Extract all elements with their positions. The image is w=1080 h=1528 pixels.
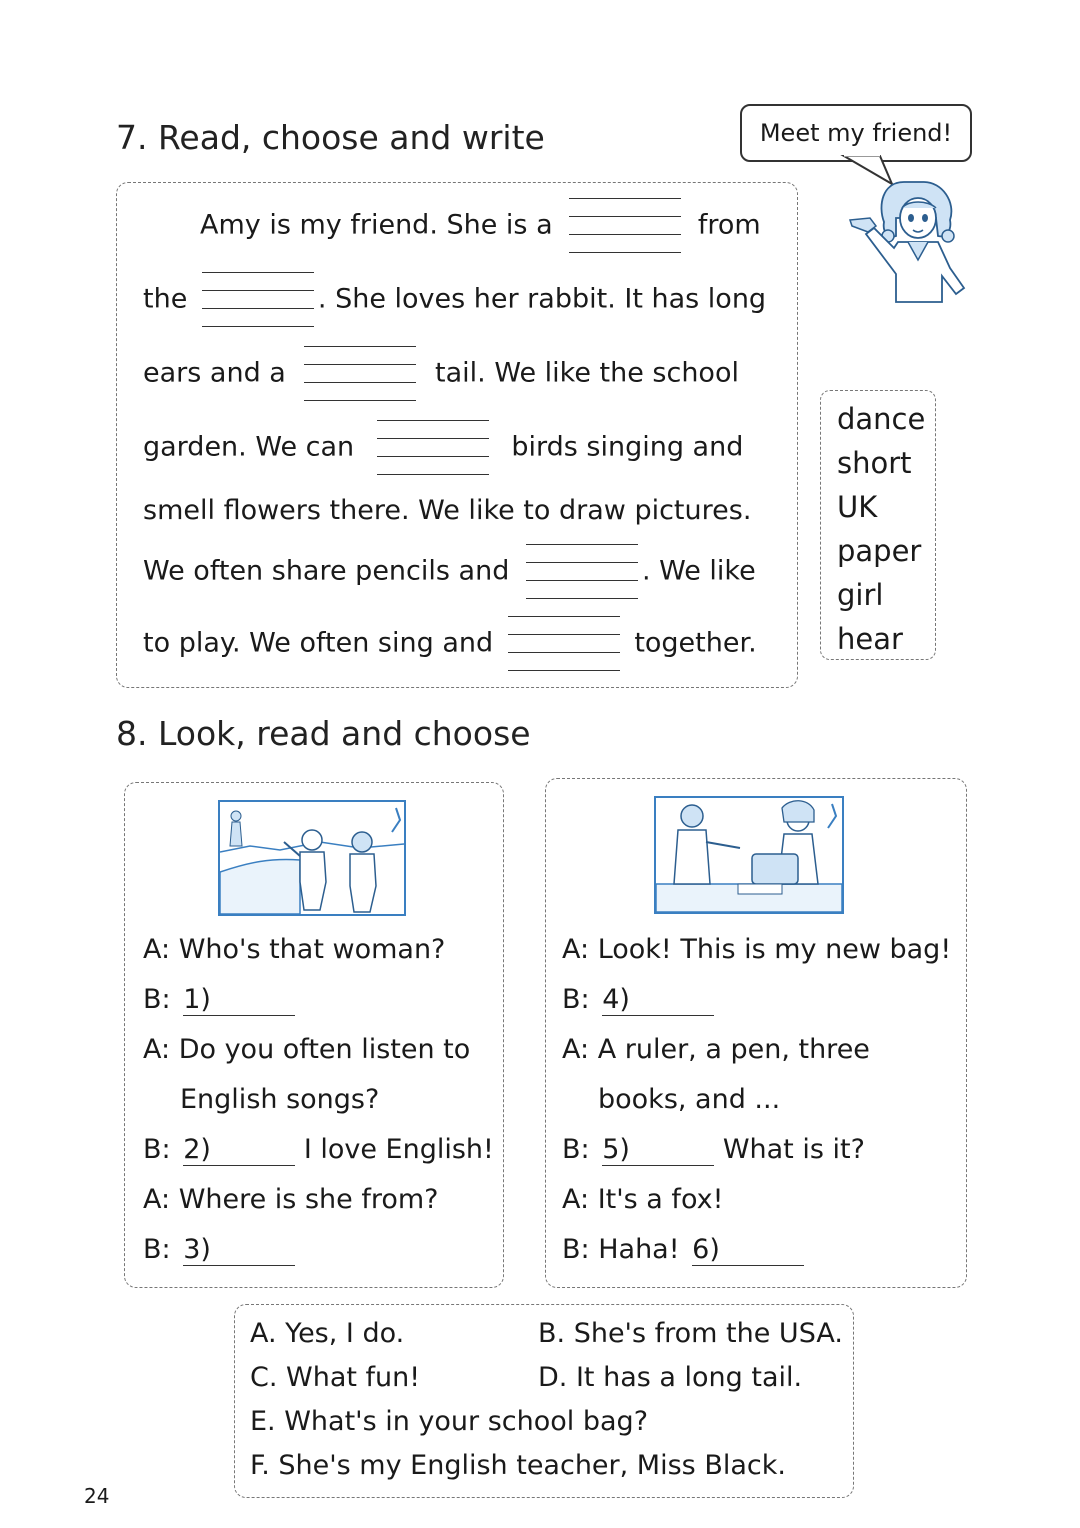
option-d: D. It has a long tail. (538, 1362, 803, 1393)
option-c: C. What fun! (250, 1362, 421, 1393)
blank-5[interactable] (526, 544, 638, 600)
park-picture (218, 800, 406, 916)
option-a: A. Yes, I do. (250, 1318, 405, 1349)
passage-line-6: We often share pencils and . We like (143, 544, 756, 600)
option-f: F. She's my English teacher, Miss Black. (250, 1450, 786, 1481)
dialogue-line: A: A ruler, a pen, three (562, 1034, 870, 1065)
blank-4[interactable] (377, 420, 489, 476)
passage-line-2: the . She loves her rabbit. It has long (143, 272, 766, 328)
answer-blank-3[interactable]: 3) (183, 1234, 295, 1266)
blank-3[interactable] (304, 346, 416, 402)
dialogue-line: A: Where is she from? (143, 1184, 439, 1215)
blank-6[interactable] (508, 616, 620, 672)
answer-blank-4[interactable]: 4) (602, 984, 714, 1016)
dialogue-line: B: 1) (143, 984, 295, 1016)
section-7-title: 7. Read, choose and write (116, 118, 545, 157)
dialogue-line: A: Do you often listen to (143, 1034, 471, 1065)
option-b: B. She's from the USA. (538, 1318, 843, 1349)
word-bank-item: UK (837, 490, 878, 524)
dialogue-line: B: 2) I love English! (143, 1134, 494, 1165)
dialogue-line: A: Who's that woman? (143, 934, 446, 965)
answer-blank-2[interactable]: 2) (183, 1134, 295, 1166)
answer-blank-1[interactable]: 1) (183, 984, 295, 1016)
passage-line-1: Amy is my friend. She is a from (200, 198, 761, 254)
answer-blank-5[interactable]: 5) (602, 1134, 714, 1166)
classroom-picture (654, 796, 844, 914)
dialogue-line: A: It's a fox! (562, 1184, 724, 1215)
answer-blank-6[interactable]: 6) (692, 1234, 804, 1266)
dialogue-line: B: 5) What is it? (562, 1134, 865, 1165)
dialogue-line: B: 3) (143, 1234, 295, 1266)
blank-2[interactable] (202, 272, 314, 328)
word-bank-item: dance (837, 402, 926, 436)
passage-line-3: ears and a tail. We like the school (143, 346, 739, 402)
passage-line-5: smell flowers there. We like to draw pictures. (143, 495, 752, 526)
girl-illustration (846, 178, 972, 306)
blank-1[interactable] (569, 198, 681, 254)
passage-line-4: garden. We can birds singing and (143, 420, 743, 476)
speech-bubble-text: Meet my friend! (759, 119, 953, 147)
dialogue-line: books, and ... (598, 1084, 781, 1115)
word-bank-item: paper (837, 534, 922, 568)
option-e: E. What's in your school bag? (250, 1406, 649, 1437)
dialogue-line: English songs? (180, 1084, 380, 1115)
word-bank (820, 390, 936, 660)
passage-line-7: to play. We often sing and together. (143, 616, 757, 672)
word-bank-item: short (837, 446, 912, 480)
dialogue-line: B: Haha! 6) (562, 1234, 804, 1266)
dialogue-line: B: 4) (562, 984, 714, 1016)
dialogue-line: A: Look! This is my new bag! (562, 934, 952, 965)
section-8-title: 8. Look, read and choose (116, 714, 531, 753)
page-number: 24 (84, 1484, 110, 1508)
word-bank-item: hear (837, 622, 903, 656)
word-bank-item: girl (837, 578, 884, 612)
